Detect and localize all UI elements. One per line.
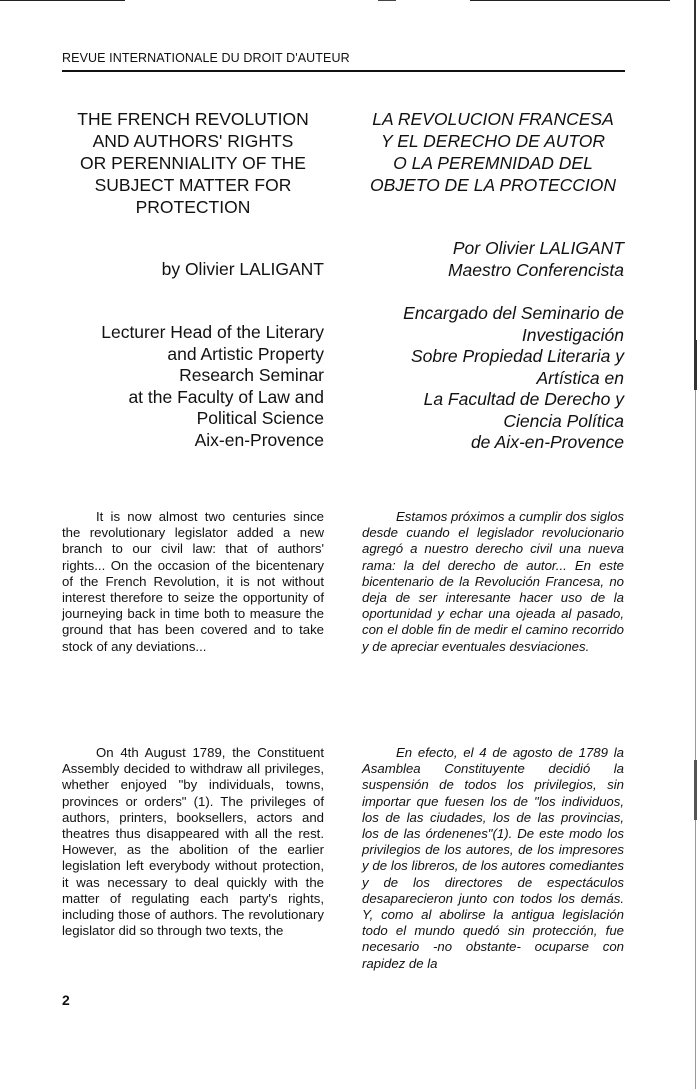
- scan-edge-top-right: [470, 0, 670, 1]
- title-line: OR PERENNIALITY OF THE: [80, 153, 306, 173]
- body-paragraph-spanish: En efecto, el 4 de agosto de 1789 la Asamblea Constituyente decidió la suspensión de todos los privilegios, sin importar que fuesen los de "los individuos, los de las ciudades, los de las provincias, los de las órdenenes"(1). De este modo los privilegios de los autores, de los impresores y de los libreros, de los autores comediantes y de los directores de espectáculos desaparecieron junto con todos los demás. Y, como al abolirse la antigua legislación todo el mundo quedó sin protección, fue necesario -no obstante- ocuparse con rapidez de la: [362, 745, 624, 971]
- scan-edge-top-left: [0, 0, 125, 1]
- byline-line: Maestro Conferencista: [447, 260, 624, 280]
- title-line: PROTECTION: [135, 197, 251, 217]
- affiliation-line: Research Seminar: [179, 365, 324, 385]
- byline-line: Por Olivier LALIGANT: [452, 238, 624, 258]
- title-line: SUBJECT MATTER FOR: [94, 175, 292, 195]
- title-line: THE FRENCH REVOLUTION: [77, 109, 309, 129]
- title-line: O LA PEREMNIDAD DEL: [393, 153, 593, 173]
- affiliation-line: Aix-en-Provence: [194, 429, 324, 450]
- title-spanish: [362, 108, 624, 196]
- affiliation-line: de Aix-en-Provence: [470, 432, 624, 452]
- byline-english: by Olivier LALIGANT: [161, 259, 324, 279]
- affiliation-line: Artística en: [536, 367, 624, 388]
- body-paragraph-english: On 4th August 1789, the Constituent Assembly decided to withdraw all privileges, whether enjoyed "by individuals, towns, provinces or orders" (1). The privileges of authors, printers, booksellers, actors and theatres thus disappeared with all the rest. However, as the abolition of the earlier legislation left everybody without protection, it was necessary to deal quickly with the matter of regulating each party's rights, including those of authors. The revolutionary legislator did so through two texts, the: [62, 745, 324, 939]
- affiliation-line: Investigación: [521, 324, 624, 345]
- scan-edge-right-shadow: [694, 0, 696, 380]
- scan-edge-mark: [694, 760, 697, 820]
- title-line: OBJETO DE LA PROTECCION: [369, 175, 617, 195]
- affiliation-line: Political Science: [196, 408, 324, 428]
- affiliation-spanish: [362, 303, 624, 454]
- affiliation-line: La Facultad de Derecho y: [423, 389, 624, 409]
- running-head: REVUE INTERNATIONALE DU DROIT D'AUTEUR: [62, 51, 350, 65]
- byline-spanish: [362, 237, 624, 281]
- affiliation-line: and Artistic Property: [167, 343, 324, 364]
- title-line: Y EL DERECHO DE AUTOR: [381, 131, 605, 151]
- title-line: LA REVOLUCION FRANCESA: [372, 109, 614, 129]
- affiliation-line: Sobre Propiedad Literaria y: [410, 346, 624, 366]
- scan-edge-mark: [694, 340, 697, 390]
- header-rule: [62, 70, 625, 72]
- affiliation-line: at the Faculty of Law and: [128, 386, 324, 407]
- page-number: 2: [62, 992, 70, 1008]
- body-paragraph-english: It is now almost two centuries since the revolutionary legislator added a new branch to our civil law: that of authors' rights... On the occasion of the bicentenary of the French Revolution, it is not without interest therefore to seize the opportunity of journeying back in time both to measure the ground that has been covered and to take stock of any deviations...: [62, 509, 324, 654]
- title-line: AND AUTHORS' RIGHTS: [92, 131, 294, 151]
- affiliation-line: Lecturer Head of the Literary: [101, 322, 324, 342]
- affiliation-english: [62, 322, 324, 451]
- scan-edge-top-mid: [378, 0, 396, 1]
- body-paragraph-spanish: Estamos próximos a cumplir dos siglos desde cuando el legislador revolucionario agregó a nuestro derecho civil una nueva rama: la del derecho de autor... En este bicentenario de la Revolución Francesa, no deja de ser interesante hacer uso de la oportunidad y echar una ojeada al pasado, con el doble fin de medir el camino recorrido y de apreciar eventuales desviaciones.: [362, 509, 624, 654]
- affiliation-line: Ciencia Política: [503, 410, 624, 431]
- affiliation-line: Encargado del Seminario de: [403, 303, 624, 323]
- title-english: [62, 108, 324, 218]
